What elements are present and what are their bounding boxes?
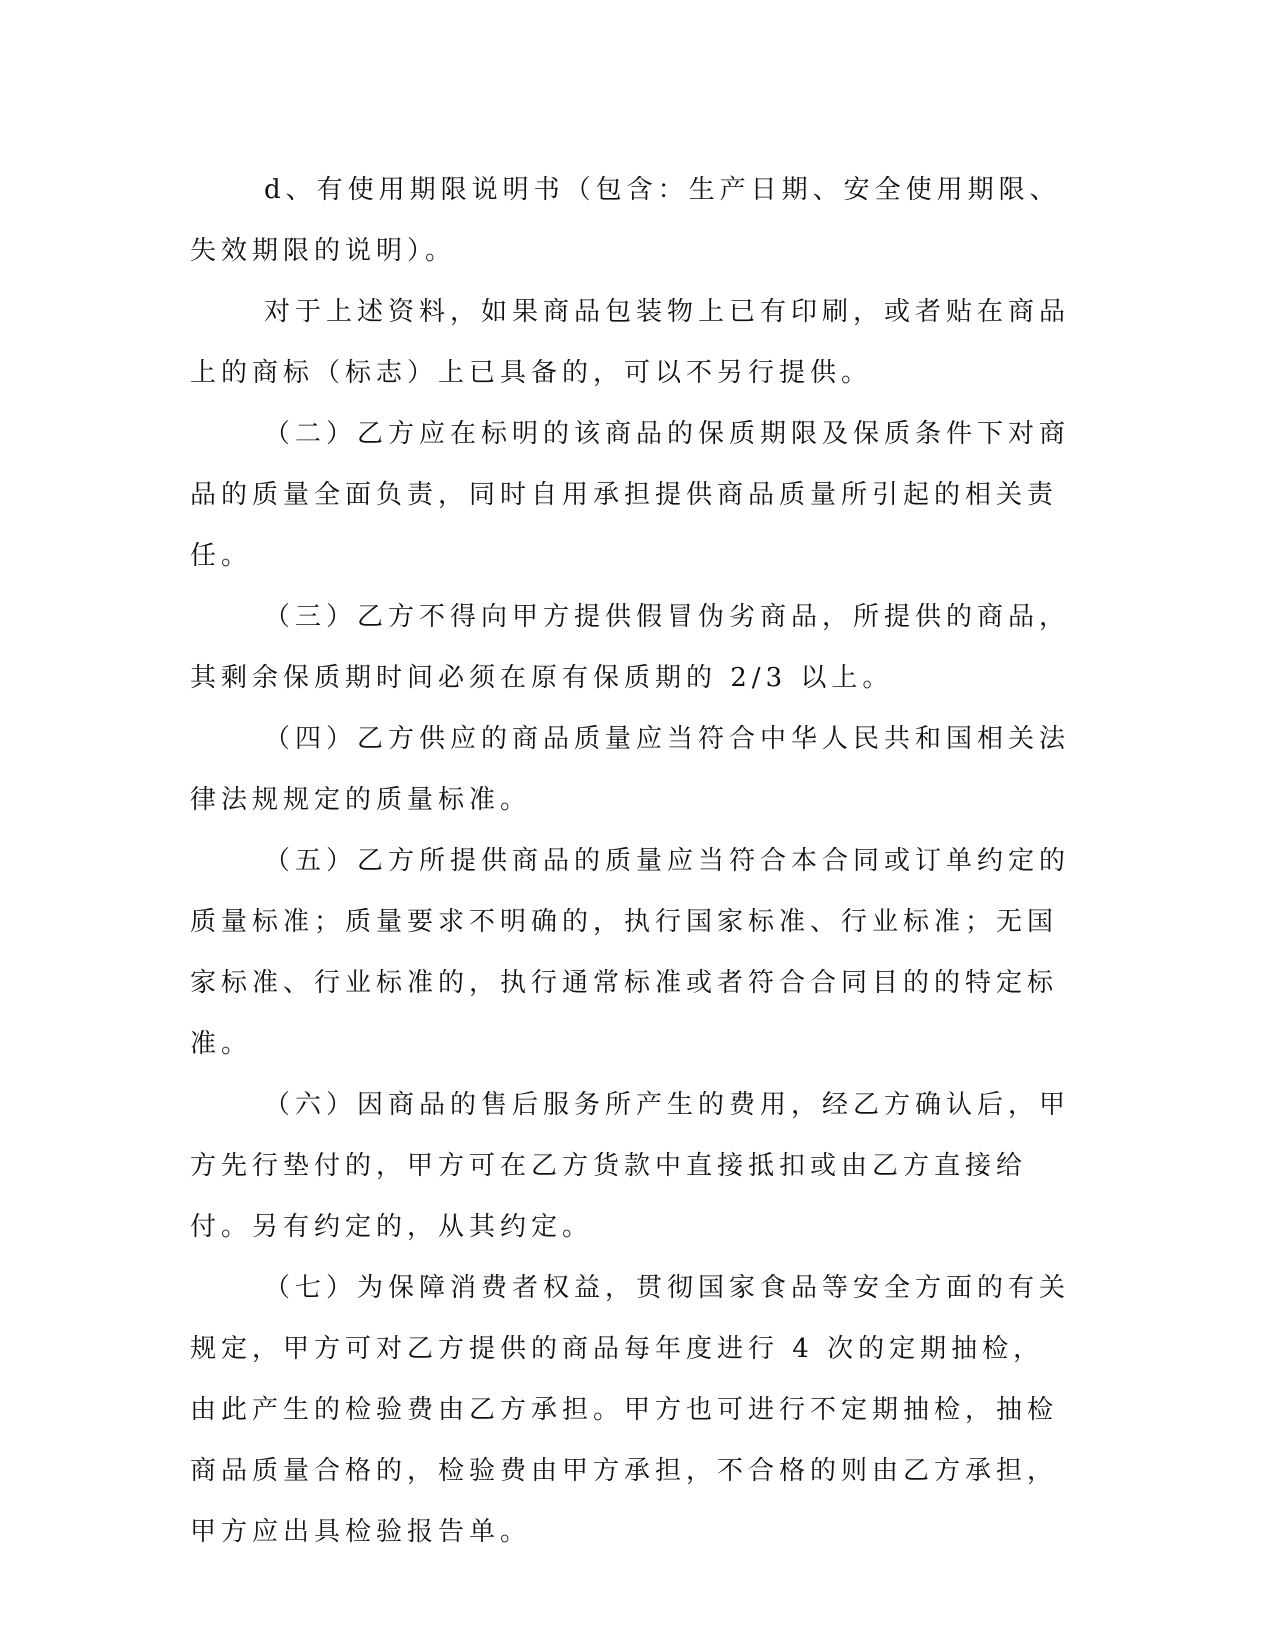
paragraph-packaging-exemption: 对于上述资料，如果商品包装物上已有印刷，或者贴在商品上的商标（标志）上已具备的，可以不另行提供。 — [190, 297, 1071, 388]
paragraph-clause-7: （七）为保障消费者权益，贯彻国家食品等安全方面的有关规定，甲方可对乙方提供的商品每年度进行 4 次的定期抽检，由此产生的检验费由乙方承担。甲方也可进行不定期抽检，抽检商品质量合格的，检验费由甲方承担，不合格的则由乙方承担，甲方应出具检验报告单。 — [190, 1273, 1071, 1547]
paragraph-clause-2: （二）乙方应在标明的该商品的保质期限及保质条件下对商品的质量全面负责，同时自用承担提供商品质量所引起的相关责任。 — [190, 419, 1071, 571]
paragraph-clause-6: （六）因商品的售后服务所产生的费用，经乙方确认后，甲方先行垫付的，甲方可在乙方货款中直接抵扣或由乙方直接给付。另有约定的，从其约定。 — [190, 1090, 1071, 1242]
paragraph-clause-4: （四）乙方供应的商品质量应当符合中华人民共和国相关法律法规规定的质量标准。 — [190, 724, 1071, 815]
paragraph-clause-5: （五）乙方所提供商品的质量应当符合本合同或订单约定的质量标准；质量要求不明确的，执行国家标准、行业标准；无国家标准、行业标准的，执行通常标准或者符合合同目的的特定标准。 — [190, 846, 1071, 1059]
paragraph-expiry-instructions: d、有使用期限说明书（包含：生产日期、安全使用期限、失效期限的说明）。 — [190, 175, 1061, 266]
document-body — [190, 160, 1070, 1563]
paragraph-clause-3: （三）乙方不得向甲方提供假冒伪劣商品，所提供的商品，其剩余保质期时间必须在原有保质期的 2/3 以上。 — [190, 602, 1071, 693]
